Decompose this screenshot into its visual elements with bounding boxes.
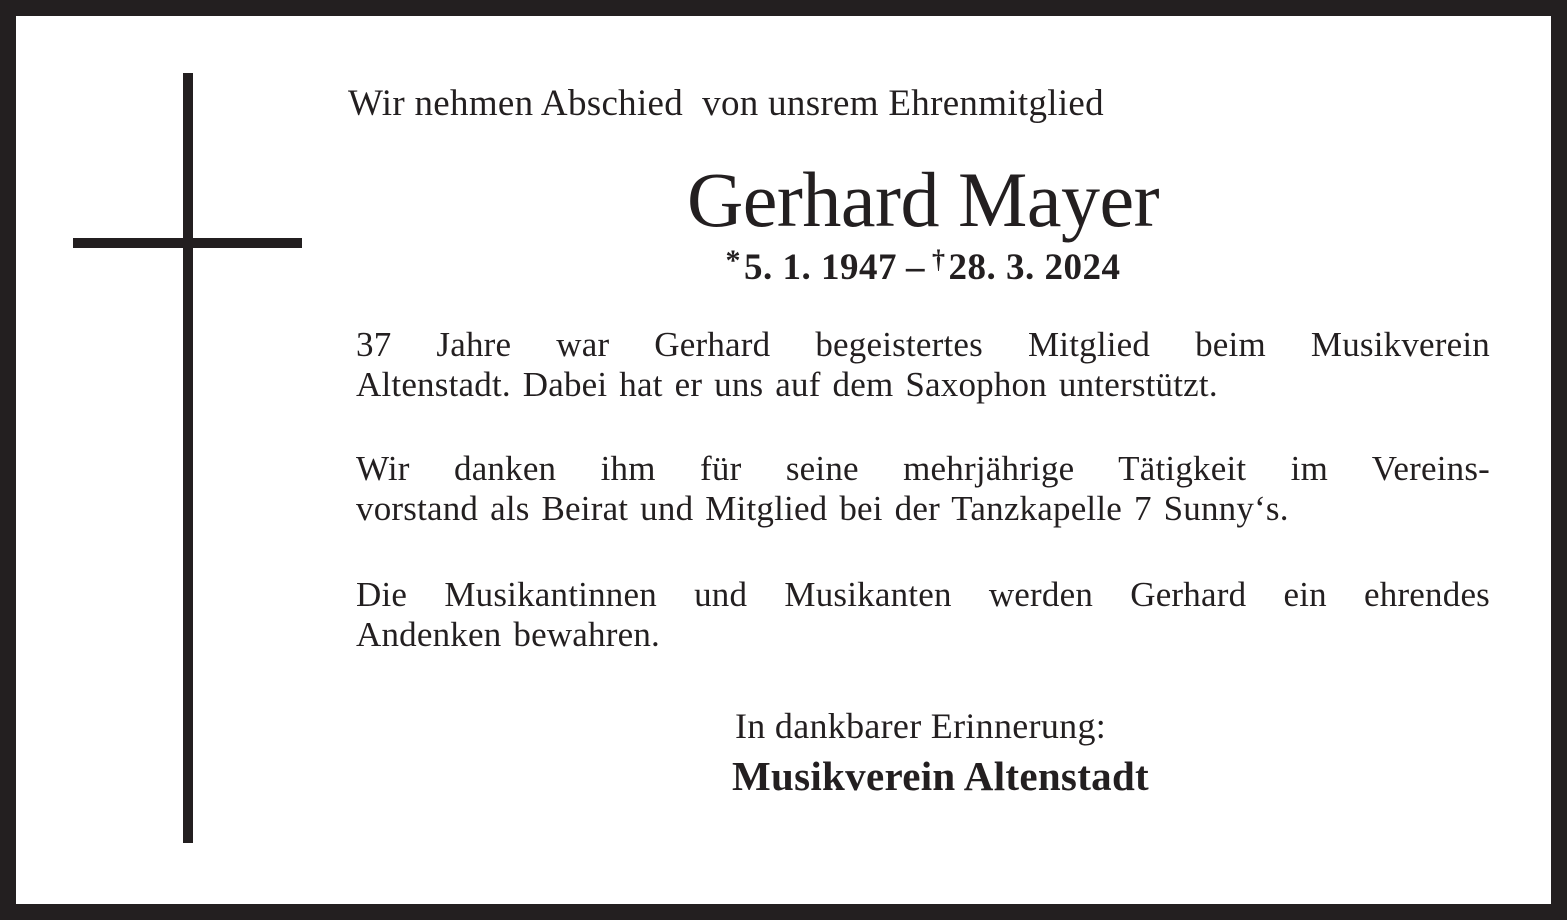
paragraph-membership [356, 325, 1490, 405]
farewell-intro-line: Wir nehmen Abschied von unsrem Ehrenmitglied [348, 83, 1104, 124]
paragraph-line: Andenken bewahren. [356, 615, 660, 654]
life-dates-line [356, 244, 1490, 289]
died-dagger-symbol: † [932, 245, 946, 274]
paragraph-line: 37 Jahre war Gerhard begeistertes Mitglied beim Musikverein [356, 325, 1490, 364]
paragraph-remembrance [356, 575, 1490, 655]
cross-horizontal-bar [73, 238, 302, 248]
paragraph-line: Altenstadt. Dabei hat er uns auf dem Saxophon unterstützt. [356, 365, 1218, 404]
date-separator: – [906, 247, 925, 288]
paragraph-line: vorstand als Beirat und Mitglied bei der Tanzkapelle 7 Sunny‘s. [356, 489, 1289, 528]
closing-signature: Musikverein Altenstadt [732, 753, 1150, 799]
paragraph-line: Wir danken ihm für seine mehrjährige Tätigkeit im Vereins- [356, 449, 1490, 488]
deceased-name: Gerhard Mayer [686, 156, 1160, 243]
birth-date: 5. 1. 1947 [744, 247, 897, 288]
death-date: 28. 3. 2024 [948, 247, 1121, 288]
born-star-symbol: * [725, 244, 741, 277]
cross-vertical-bar [183, 73, 193, 843]
paragraph-line: Die Musikantinnen und Musikanten werden Gerhard ein ehrendes [356, 575, 1490, 614]
closing-label: In dankbarer Erinnerung: [735, 706, 1107, 746]
paragraph-thanks [356, 449, 1490, 529]
